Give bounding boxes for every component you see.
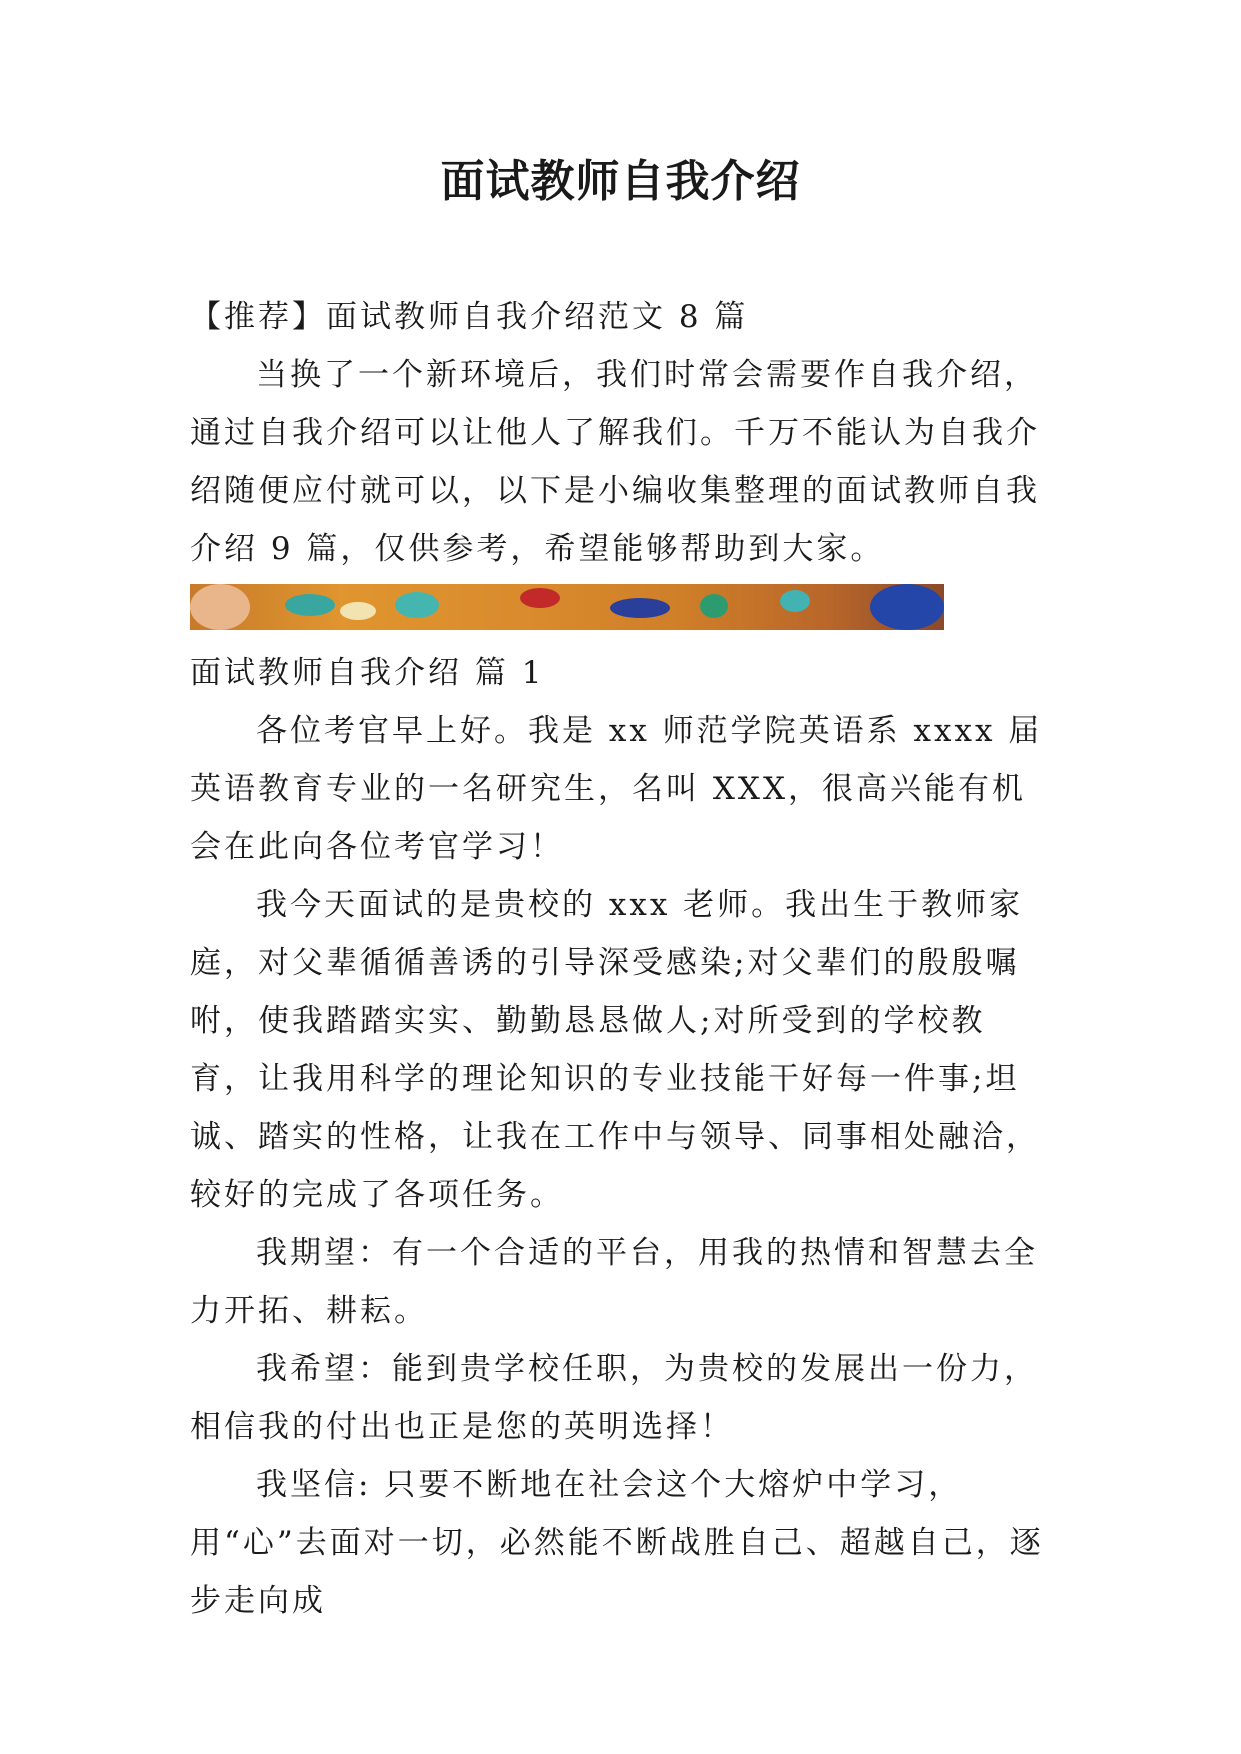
banner-shape: [395, 592, 439, 618]
body-paragraph: 我希望：能到贵学校任职，为贵校的发展出一份力，相信我的付出也正是您的英明选择！: [190, 1351, 1038, 1445]
banner-shape: [190, 584, 250, 630]
banner-shape: [340, 602, 376, 620]
banner-shape: [700, 594, 728, 618]
banner-shape: [285, 594, 335, 616]
banner-shape: [870, 584, 944, 630]
document-body: [190, 288, 1050, 1630]
body-paragraph: 我坚信: 只要不断地在社会这个大熔炉中学习，用“心”去面对一切，必然能不断战胜自己、超越自己，逐步走向成: [190, 1467, 1044, 1619]
section-heading: 面试教师自我介绍 篇 1: [190, 655, 545, 691]
banner-image: [190, 584, 944, 630]
document-title: 面试教师自我介绍: [440, 156, 801, 207]
body-paragraph: 我期望：有一个合适的平台，用我的热情和智慧去全力开拓、耕耘。: [190, 1235, 1038, 1329]
banner-shape: [610, 598, 670, 618]
document-subtitle: 【推荐】面试教师自我介绍范文 8 篇: [190, 299, 749, 335]
intro-paragraph: 当换了一个新环境后，我们时常会需要作自我介绍，通过自我介绍可以让他人了解我们。千万不能认为自我介绍随便应付就可以，以下是小编收集整理的面试教师自我介绍 9 篇，仅供参考，希望能够帮助到大家。: [190, 357, 1040, 567]
body-paragraph: 各位考官早上好。我是 xx 师范学院英语系 xxxx 届英语教育专业的一名研究生，名叫 XXX，很高兴能有机会在此向各位考官学习！: [190, 713, 1043, 865]
banner-shape: [780, 590, 810, 612]
banner-shape: [520, 588, 560, 608]
body-paragraph: 我今天面试的是贵校的 xxx 老师。我出生于教师家庭，对父辈循循善诱的引导深受感染;对父辈们的殷殷嘱咐，使我踏踏实实、勤勤恳恳做人;对所受到的学校教育，让我用科学的理论知识的专业技能干好每一件事;坦诚、踏实的性格，让我在工作中与领导、同事相处融洽，较好的完成了各项任务。: [190, 887, 1040, 1213]
